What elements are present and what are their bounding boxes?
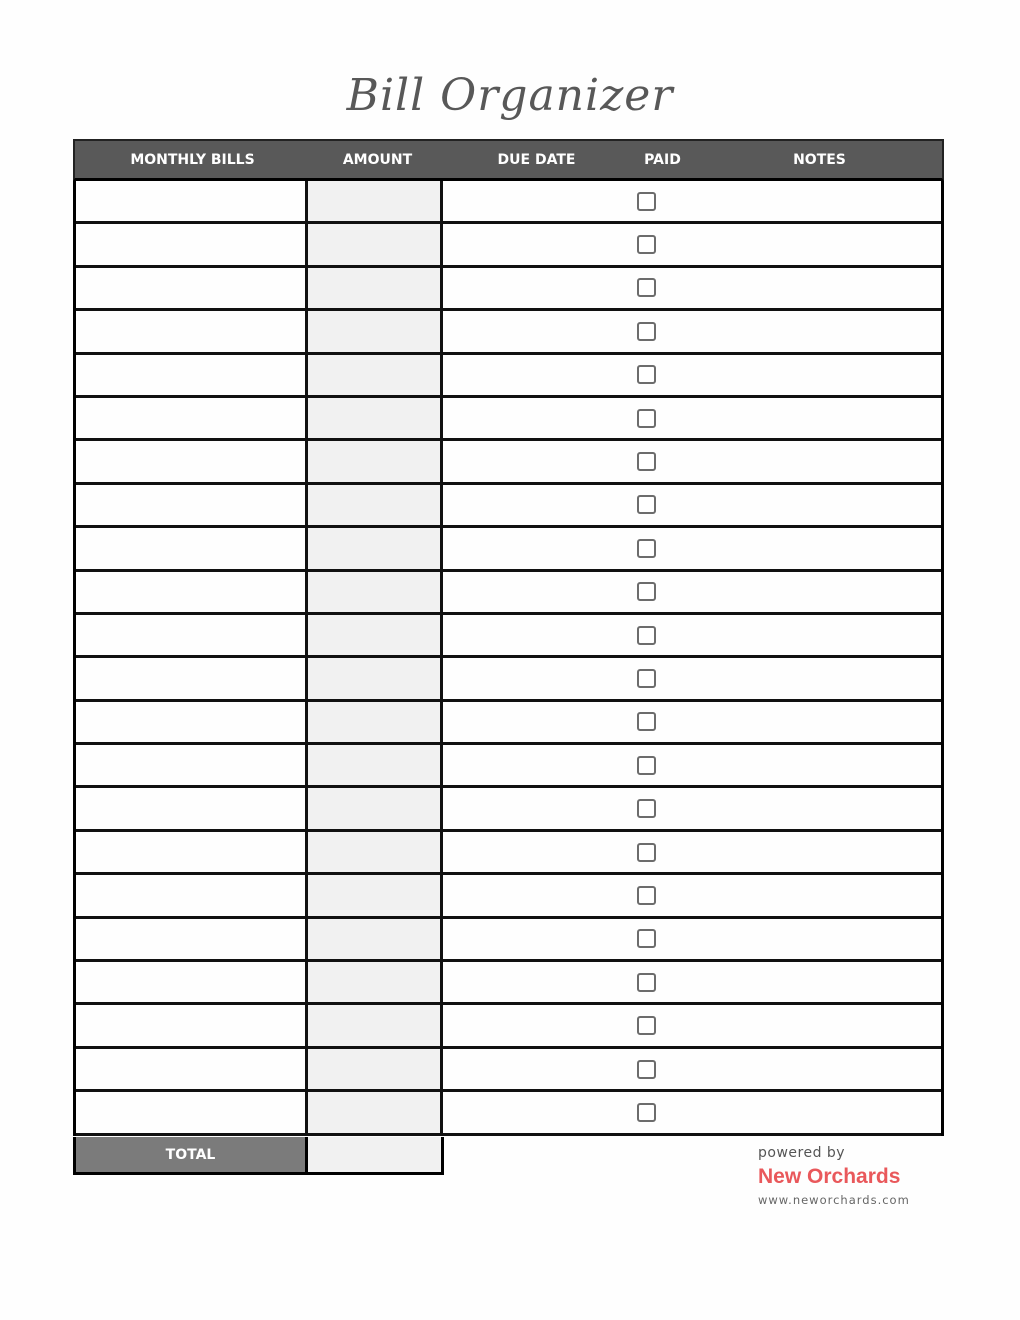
paid-checkbox[interactable]	[637, 539, 656, 558]
paid-checkbox[interactable]	[637, 886, 656, 905]
notes-field[interactable]	[695, 485, 941, 525]
table-row	[76, 615, 941, 658]
due-date-field[interactable]	[443, 441, 626, 481]
bill-name-field[interactable]	[76, 832, 308, 872]
table-row	[76, 355, 941, 398]
paid-cell	[626, 268, 695, 308]
due-date-field[interactable]	[443, 311, 626, 351]
table-row	[76, 962, 941, 1005]
due-date-field[interactable]	[443, 788, 626, 828]
notes-field[interactable]	[695, 1005, 941, 1045]
due-date-field[interactable]	[443, 1092, 626, 1132]
table-row	[76, 311, 941, 354]
table-row	[76, 441, 941, 484]
amount-field[interactable]	[308, 1005, 443, 1045]
notes-field[interactable]	[695, 441, 941, 481]
amount-field[interactable]	[308, 485, 443, 525]
paid-cell	[626, 1005, 695, 1045]
paid-cell	[626, 658, 695, 698]
paid-cell	[626, 875, 695, 915]
bill-name-field[interactable]	[76, 875, 308, 915]
amount-field[interactable]	[308, 398, 443, 438]
due-date-field[interactable]	[443, 572, 626, 612]
header-amount: AMOUNT	[342, 151, 413, 168]
bill-name-field[interactable]	[76, 962, 308, 1002]
table-row	[76, 919, 941, 962]
bill-name-field[interactable]	[76, 268, 308, 308]
header-paid: PAID	[644, 151, 681, 168]
paid-cell	[626, 311, 695, 351]
amount-field[interactable]	[308, 268, 443, 308]
due-date-field[interactable]	[443, 702, 626, 742]
bill-name-field[interactable]	[76, 572, 308, 612]
paid-cell	[626, 702, 695, 742]
bill-name-field[interactable]	[76, 224, 308, 264]
notes-field[interactable]	[695, 1049, 941, 1089]
page-title: Bill Organizer	[346, 70, 674, 121]
paid-cell	[626, 1092, 695, 1132]
notes-field[interactable]	[695, 398, 941, 438]
paid-cell	[626, 224, 695, 264]
bill-name-field[interactable]	[76, 788, 308, 828]
table-row	[76, 788, 941, 831]
bill-name-field[interactable]	[76, 1005, 308, 1045]
notes-field[interactable]	[695, 311, 941, 351]
amount-field[interactable]	[308, 832, 443, 872]
paid-checkbox[interactable]	[637, 452, 656, 471]
due-date-field[interactable]	[443, 658, 626, 698]
bill-name-field[interactable]	[76, 702, 308, 742]
due-date-field[interactable]	[443, 485, 626, 525]
table-row	[76, 268, 941, 311]
due-date-field[interactable]	[443, 181, 626, 221]
table-row	[76, 224, 941, 267]
brand-url[interactable]: www.neworchards.com	[758, 1193, 910, 1207]
notes-field[interactable]	[695, 268, 941, 308]
amount-field[interactable]	[308, 224, 443, 264]
paid-checkbox[interactable]	[637, 929, 656, 948]
bill-name-field[interactable]	[76, 398, 308, 438]
paid-cell	[626, 528, 695, 568]
due-date-field[interactable]	[443, 1049, 626, 1089]
paid-checkbox[interactable]	[637, 973, 656, 992]
total-row	[73, 1137, 444, 1175]
bill-name-field[interactable]	[76, 615, 308, 655]
paid-checkbox[interactable]	[637, 669, 656, 688]
branding	[758, 1145, 910, 1207]
paid-cell	[626, 962, 695, 1002]
due-date-field[interactable]	[443, 745, 626, 785]
header-monthly-bills: MONTHLY BILLS	[130, 151, 255, 168]
table-row	[76, 832, 941, 875]
amount-field[interactable]	[308, 441, 443, 481]
notes-field[interactable]	[695, 355, 941, 395]
table-row	[76, 528, 941, 571]
amount-field[interactable]	[308, 702, 443, 742]
table-header	[73, 139, 944, 181]
bill-name-field[interactable]	[76, 919, 308, 959]
paid-cell	[626, 355, 695, 395]
total-label: TOTAL	[73, 1137, 308, 1175]
due-date-field[interactable]	[443, 919, 626, 959]
total-amount-field[interactable]	[308, 1137, 444, 1175]
paid-checkbox[interactable]	[637, 1060, 656, 1079]
notes-field[interactable]	[695, 1092, 941, 1132]
amount-field[interactable]	[308, 572, 443, 612]
paid-checkbox[interactable]	[637, 756, 656, 775]
due-date-field[interactable]	[443, 224, 626, 264]
paid-checkbox[interactable]	[637, 365, 656, 384]
due-date-field[interactable]	[443, 875, 626, 915]
paid-checkbox[interactable]	[637, 322, 656, 341]
table-row	[76, 181, 941, 224]
paid-cell	[626, 181, 695, 221]
paid-checkbox[interactable]	[637, 278, 656, 297]
due-date-field[interactable]	[443, 832, 626, 872]
bill-name-field[interactable]	[76, 441, 308, 481]
amount-field[interactable]	[308, 615, 443, 655]
amount-field[interactable]	[308, 919, 443, 959]
brand-logo: New Orchards	[758, 1165, 901, 1188]
bill-name-field[interactable]	[76, 181, 308, 221]
table-row	[76, 658, 941, 701]
bill-name-field[interactable]	[76, 745, 308, 785]
amount-field[interactable]	[308, 311, 443, 351]
notes-field[interactable]	[695, 528, 941, 568]
bill-name-field[interactable]	[76, 528, 308, 568]
notes-field[interactable]	[695, 224, 941, 264]
amount-field[interactable]	[308, 658, 443, 698]
powered-by-text: powered by	[758, 1145, 846, 1161]
paid-checkbox[interactable]	[637, 409, 656, 428]
notes-field[interactable]	[695, 832, 941, 872]
notes-field[interactable]	[695, 572, 941, 612]
bill-name-field[interactable]	[76, 1092, 308, 1132]
notes-field[interactable]	[695, 658, 941, 698]
table-row	[76, 702, 941, 745]
paid-cell	[626, 919, 695, 959]
bill-name-field[interactable]	[76, 658, 308, 698]
table-row	[76, 745, 941, 788]
due-date-field[interactable]	[443, 268, 626, 308]
paid-checkbox[interactable]	[637, 626, 656, 645]
paid-checkbox[interactable]	[637, 712, 656, 731]
paid-cell	[626, 832, 695, 872]
header-notes: NOTES	[793, 151, 846, 168]
paid-checkbox[interactable]	[637, 799, 656, 818]
bill-name-field[interactable]	[76, 355, 308, 395]
due-date-field[interactable]	[443, 615, 626, 655]
amount-field[interactable]	[308, 528, 443, 568]
amount-field[interactable]	[308, 355, 443, 395]
table-row	[76, 875, 941, 918]
notes-field[interactable]	[695, 702, 941, 742]
paid-cell	[626, 745, 695, 785]
due-date-field[interactable]	[443, 962, 626, 1002]
amount-field[interactable]	[308, 962, 443, 1002]
due-date-field[interactable]	[443, 355, 626, 395]
notes-field[interactable]	[695, 919, 941, 959]
table-body	[73, 181, 944, 1136]
paid-checkbox[interactable]	[637, 843, 656, 862]
table-row	[76, 1092, 941, 1135]
amount-field[interactable]	[308, 1049, 443, 1089]
table-row	[76, 572, 941, 615]
amount-field[interactable]	[308, 1092, 443, 1132]
notes-field[interactable]	[695, 875, 941, 915]
table-row	[76, 1049, 941, 1092]
header-due-date: DUE DATE	[497, 151, 576, 168]
notes-field[interactable]	[695, 962, 941, 1002]
bill-name-field[interactable]	[76, 485, 308, 525]
notes-field[interactable]	[695, 615, 941, 655]
paid-cell	[626, 572, 695, 612]
paid-cell	[626, 615, 695, 655]
table-row	[76, 398, 941, 441]
amount-field[interactable]	[308, 788, 443, 828]
amount-field[interactable]	[308, 875, 443, 915]
paid-cell	[626, 1049, 695, 1089]
notes-field[interactable]	[695, 745, 941, 785]
paid-cell	[626, 441, 695, 481]
paid-checkbox[interactable]	[637, 192, 656, 211]
due-date-field[interactable]	[443, 398, 626, 438]
paid-cell	[626, 485, 695, 525]
notes-field[interactable]	[695, 788, 941, 828]
paid-cell	[626, 398, 695, 438]
notes-field[interactable]	[695, 181, 941, 221]
due-date-field[interactable]	[443, 1005, 626, 1045]
due-date-field[interactable]	[443, 528, 626, 568]
table-row	[76, 1005, 941, 1048]
paid-checkbox[interactable]	[637, 1103, 656, 1122]
paid-checkbox[interactable]	[637, 582, 656, 601]
bill-table	[73, 139, 944, 1136]
table-row	[76, 485, 941, 528]
paid-checkbox[interactable]	[637, 1016, 656, 1035]
paid-cell	[626, 788, 695, 828]
paid-checkbox[interactable]	[637, 235, 656, 254]
amount-field[interactable]	[308, 745, 443, 785]
bill-name-field[interactable]	[76, 311, 308, 351]
paid-checkbox[interactable]	[637, 495, 656, 514]
amount-field[interactable]	[308, 181, 443, 221]
bill-name-field[interactable]	[76, 1049, 308, 1089]
